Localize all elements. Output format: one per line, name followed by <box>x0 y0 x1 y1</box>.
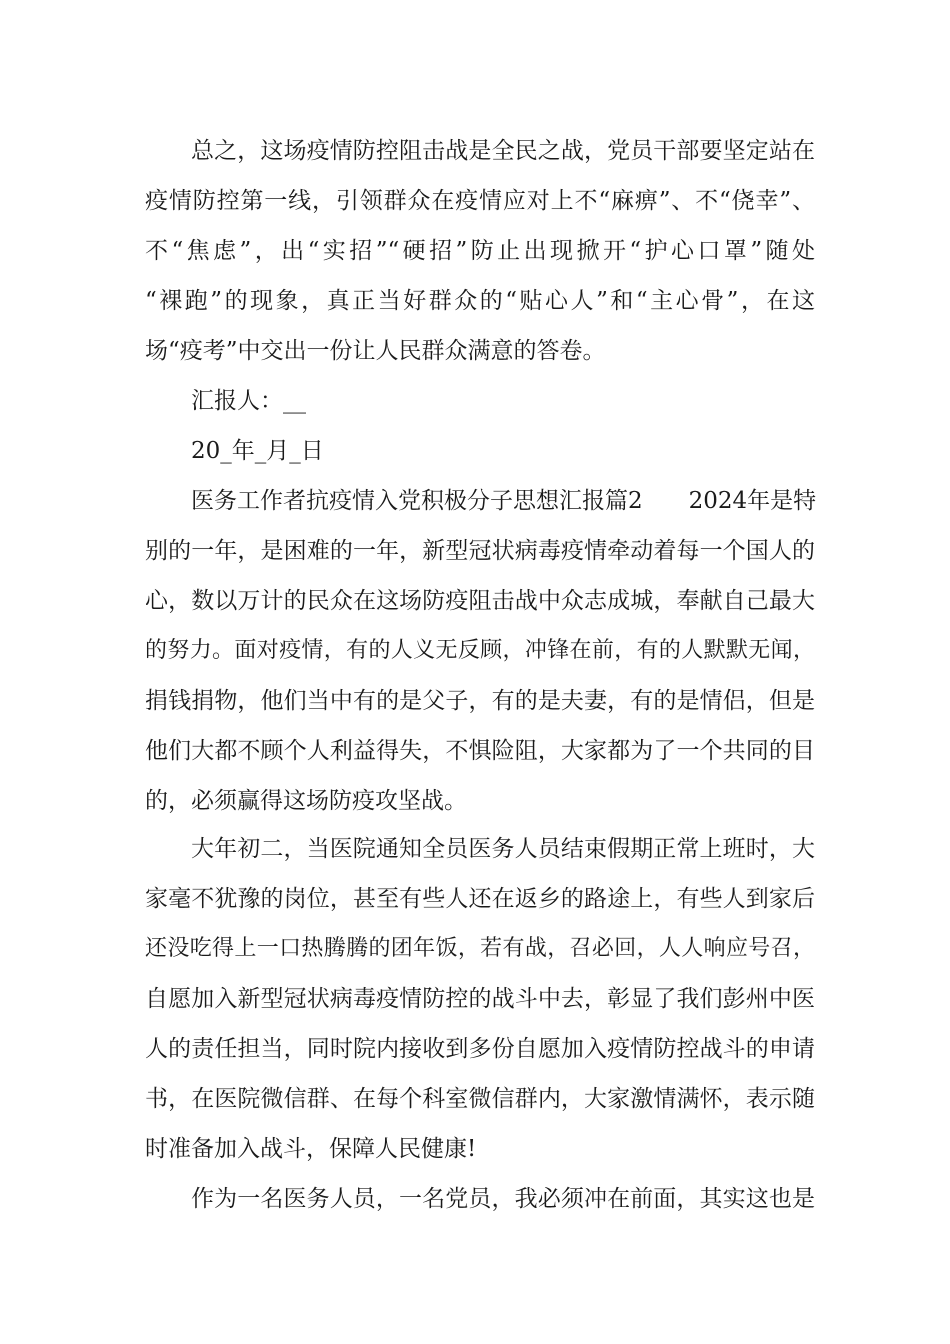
reporter-line: 汇报人：__ <box>191 388 306 414</box>
paragraph-line: 心，数以万计的民众在这场防疫阻击战中众志成城，奉献自己最大 <box>145 588 815 614</box>
paragraph-line: “裸跑”的现象，真正当好群众的“贴心人”和“主心骨”，在这 <box>145 288 815 314</box>
paragraph-line: 人的责任担当，同时院内接收到多份自愿加入疫情防控战斗的申请 <box>145 1036 815 1062</box>
paragraph-line: 作为一名医务人员，一名党员，我必须冲在前面，其实这也是 <box>191 1186 815 1212</box>
paragraph-line: 他们大都不顾个人利益得失，不惧险阻，大家都为了一个共同的目 <box>145 738 815 764</box>
paragraph-line: 捐钱捐物，他们当中有的是父子，有的是夫妻，有的是情侣，但是 <box>145 688 815 714</box>
paragraph-line: 大年初二，当医院通知全员医务人员结束假期正常上班时，大 <box>191 836 815 862</box>
paragraph-line: 家毫不犹豫的岗位，甚至有些人还在返乡的路途上，有些人到家后 <box>145 886 815 912</box>
date-line: 20_年_月_日 <box>191 438 324 464</box>
paragraph-line: 医务工作者抗疫情入党积极分子思想汇报篇2 2024年是特 <box>191 488 817 514</box>
paragraph-line: 别的一年，是困难的一年，新型冠状病毒疫情牵动着每一个国人的 <box>145 538 815 564</box>
paragraph-line: 的，必须赢得这场防疫攻坚战。 <box>145 788 467 814</box>
paragraph-line: 疫情防控第一线，引领群众在疫情应对上不“麻痹”、不“侥幸”、 <box>145 188 815 214</box>
paragraph-line: 不“焦虑”，出“实招”“硬招”防止出现掀开“护心口罩”随处 <box>145 238 815 264</box>
paragraph-line: 总之，这场疫情防控阻击战是全民之战，党员干部要坚定站在 <box>191 138 815 164</box>
paragraph-line: 书，在医院微信群、在每个科室微信群内，大家激情满怀，表示随 <box>145 1086 815 1112</box>
paragraph-line: 时准备加入战斗，保障人民健康! <box>145 1136 477 1162</box>
paragraph-line: 场“疫考”中交出一份让人民群众满意的答卷。 <box>145 338 606 364</box>
paragraph-line: 的努力。面对疫情，有的人义无反顾，冲锋在前，有的人默默无闻， <box>145 638 815 663</box>
paragraph-line: 自愿加入新型冠状病毒疫情防控的战斗中去，彰显了我们彭州中医 <box>145 986 815 1012</box>
paragraph-line: 还没吃得上一口热腾腾的团年饭，若有战，召必回，人人响应号召， <box>145 936 815 961</box>
